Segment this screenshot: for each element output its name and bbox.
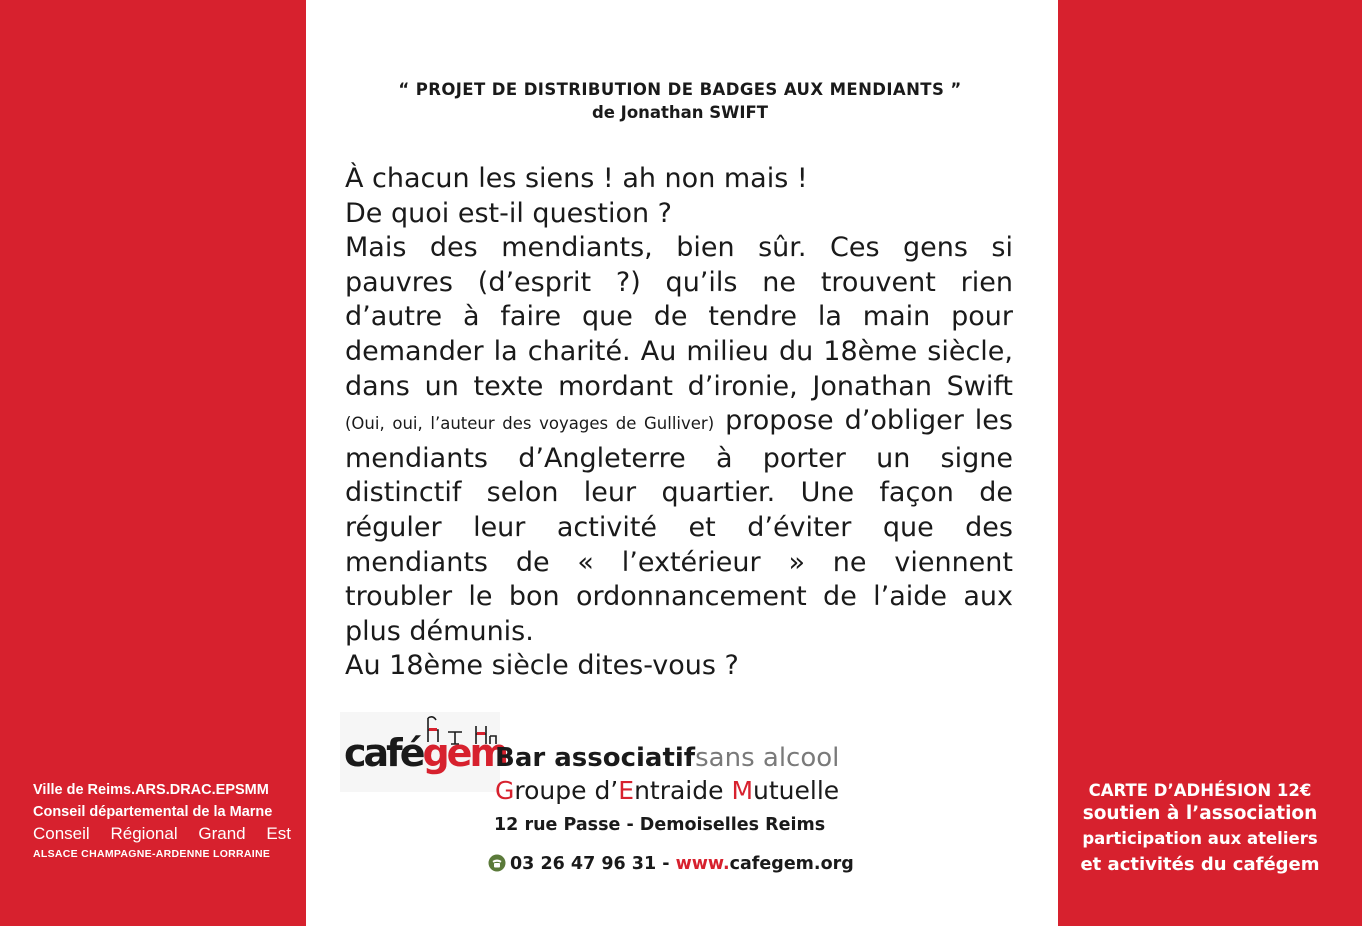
website-domain[interactable]: cafegem.org	[729, 854, 854, 874]
gem-word-3: utuelle	[753, 776, 840, 805]
gem-word-2: ntraide	[634, 776, 732, 805]
article-paragraph-3-start: Mais des mendiants, bien sûr. Ces gens si pauvres (d’esprit ?) qu’ils ne trouvent rien d’autre à faire que de tendre la main pour demander la charité. Au milieu du 18ème siècle, dans un texte mordant d’ironie, Jonathan Swift	[345, 232, 1013, 402]
cafegem-logo	[344, 728, 506, 778]
bar-description	[495, 740, 839, 776]
membership-line-2: soutien à l’association	[1082, 803, 1318, 824]
gulliver-note: (Oui, oui, l’auteur des voyages de Gulliver)	[345, 414, 715, 434]
contact-line	[488, 851, 854, 877]
phone-number: 03 26 47 96 31 -	[510, 854, 676, 874]
article-paragraph-2: De quoi est-il question ?	[345, 197, 672, 229]
article-body	[345, 162, 1013, 684]
logo-cafe-text: café	[344, 731, 423, 775]
gem-initial-e: E	[618, 776, 635, 805]
sans-alcool: sans alcool	[695, 743, 840, 773]
membership-price: CARTE D’ADHÉSION 12€	[1088, 781, 1312, 800]
gem-initial-g: G	[495, 776, 515, 805]
membership-block	[1064, 779, 1336, 878]
sponsors-block	[33, 779, 291, 864]
document-author: de Jonathan SWIFT	[591, 103, 769, 122]
gem-initial-m: M	[731, 776, 754, 805]
bar-associatif: Bar associatif	[495, 743, 696, 773]
article-paragraph-1: À chacun les siens ! ah non mais !	[345, 163, 808, 194]
sponsor-line-3: Conseil Régional Grand Est	[33, 824, 291, 843]
article-paragraph-3-end: propose d’obliger les mendiants d’Angleterre à porter un signe distinctif selon leur quartier. Une façon de réguler leur activité et d’éviter que des mendiants de « l’extérieur » ne viennent troubler le bon ordonnancement de l’aide aux plus démunis.	[345, 405, 1013, 647]
document-title: “ PROJET DE DISTRIBUTION DE BADGES AUX MENDIANTS ”	[398, 80, 962, 99]
sponsor-line-4: ALSACE CHAMPAGNE-ARDENNE LORRAINE	[33, 848, 271, 860]
gem-word-1: roupe d’	[514, 776, 619, 805]
membership-line-4: et activités du cafégem	[1080, 854, 1320, 875]
membership-line-3: participation aux ateliers	[1082, 829, 1318, 848]
phone-icon	[488, 854, 506, 872]
article-paragraph-4: Au 18ème siècle dites-vous ?	[345, 650, 739, 682]
address: 12 rue Passe - Demoiselles Reims	[494, 815, 826, 835]
sponsor-line-1: Ville de Reims.ARS.DRAC.EPSMM	[33, 782, 269, 798]
sponsor-line-2: Conseil départemental de la Marne	[33, 804, 273, 820]
document-header	[340, 78, 1020, 125]
website-prefix[interactable]: www.	[675, 854, 730, 874]
logo-gem-text: gem	[422, 731, 507, 775]
gem-full-name	[495, 774, 839, 808]
article-paragraph-3	[345, 231, 1013, 649]
